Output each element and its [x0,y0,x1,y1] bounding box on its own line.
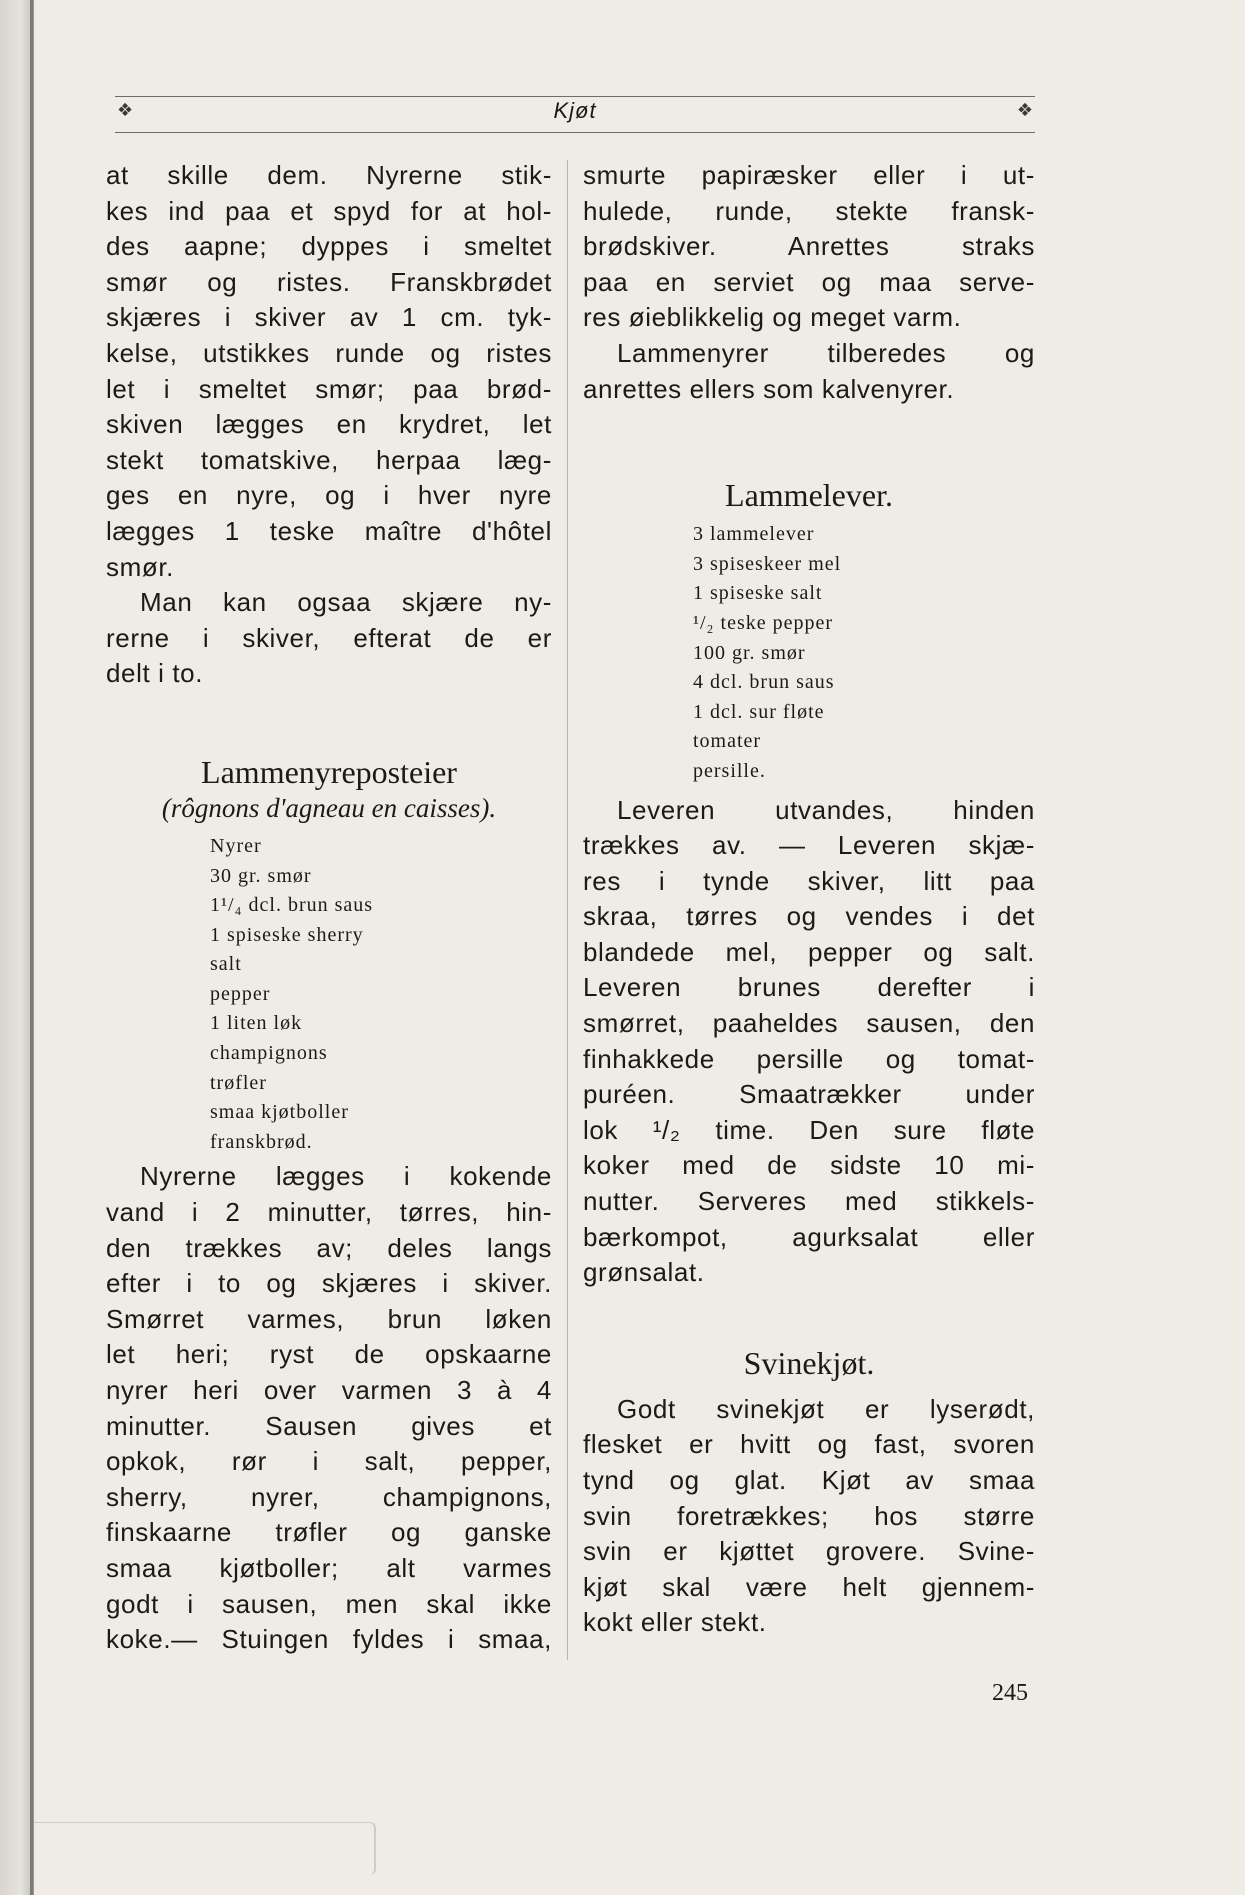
running-head-title: Kjøt [553,98,597,123]
ingredient-item: smaa kjøtboller [210,1101,349,1124]
ingredient-item: ¹/₂ teske pepper [693,611,834,634]
text-line: kelse, utstikkes runde og ristes [106,337,552,368]
ingredient-item: salt [210,953,242,976]
text-line: sherry, nyrer, champignons, [106,1481,552,1512]
text-line: Man kan ogsaa skjære ny- [140,587,552,618]
column-divider [567,160,568,1660]
ingredient-item: 1¹/₄ dcl. brun saus [210,894,374,917]
text-line: Godt svinekjøt er lyserødt, [617,1393,1035,1424]
text-line: grønsalat. [583,1257,705,1288]
text-line: koker med de sidste 10 mi- [583,1150,1035,1181]
text-line: smør. [106,551,174,582]
text-line: des aapne; dyppes i smeltet [106,231,552,262]
recipe-heading: Svinekjøt. [743,1344,875,1381]
text-line: smørret, paaheldes sausen, den [583,1008,1035,1039]
ingredient-item: 30 gr. smør [210,864,312,887]
text-line: delt i to. [106,658,204,689]
text-line: Nyrerne lægges i kokende [140,1161,552,1192]
text-line: paa en serviet og maa serve- [583,266,1035,297]
ornament-left-icon: ❖ [117,100,134,121]
binding-fold-line [30,0,33,1895]
right-paragraph-3 [583,793,1035,1291]
text-line: trækkes av. — Leveren skjæ- [583,830,1035,861]
text-line: opkok, rør i salt, pepper, [106,1446,552,1477]
ingredient-item: champignons [210,1042,328,1065]
text-line: flesket er hvitt og fast, svoren [583,1429,1035,1460]
text-line: hulede, runde, stekte fransk- [583,195,1035,226]
text-line: den trækkes av; deles langs [106,1232,552,1263]
text-line: skjæres i skiver av 1 cm. tyk- [106,302,552,333]
left-paragraph-3 [106,1159,552,1657]
text-line: ges en nyre, og i hver nyre [106,480,552,511]
text-line: rerne i skiver, efterat de er [106,622,552,653]
ingredient-item: 3 lammelever [693,523,815,546]
left-paragraph-1 [106,158,552,585]
text-line: smurte papiræsker eller i ut- [583,160,1035,190]
text-line: kes ind paa et spyd for at hol- [106,195,552,226]
text-line: koke.— Stuingen fyldes i smaa, [106,1624,552,1655]
text-line: let heri; ryst de opskaarne [106,1339,552,1370]
ingredient-item: 1 spiseske salt [693,582,823,605]
text-line: lok ¹/₂ time. Den sure fløte [583,1114,1035,1145]
text-line: tynd og glat. Kjøt av smaa [583,1465,1035,1495]
text-line: res i tynde skiver, litt paa [583,865,1035,896]
ingredient-item: 1 spiseske sherry [210,923,364,946]
left-column [106,158,552,1658]
book-binding-edge [0,0,34,1895]
ornament-right-icon: ❖ [1016,100,1033,121]
text-line: Smørret varmes, brun løken [106,1303,552,1334]
text-line: finskaarne trøfler og ganske [106,1517,552,1548]
ingredient-item: 3 spiseskeer mel [693,552,842,575]
text-line: svin er kjøttet grovere. Svine- [583,1536,1035,1567]
text-line: smaa kjøtboller; alt varmes [106,1552,552,1583]
right-paragraph-1 [583,158,1035,336]
recipe-heading: Lammenyreposteier [201,753,457,790]
ingredient-list [693,520,1035,786]
text-line: kjøt skal være helt gjennem- [583,1571,1035,1602]
text-line: nyrer heri over varmen 3 à 4 [106,1375,552,1405]
right-paragraph-4 [583,1392,1035,1641]
text-line: vand i 2 minutter, tørres, hin- [106,1197,552,1228]
ingredient-item: franskbrød. [210,1130,313,1153]
recipe-heading: Lammelever. [725,477,893,514]
ingredient-item: tomater [693,730,762,753]
text-line: res øieblikkelig og meget varm. [583,302,962,333]
text-line: stekt tomatskive, herpaa læg- [106,444,552,475]
text-line: godt i sausen, men skal ikke [106,1588,552,1619]
text-line: skiven lægges en krydret, let [106,409,552,440]
text-line: efter i to og skjæres i skiver. [106,1268,552,1299]
text-line: brødskiver. Anrettes straks [583,231,1035,262]
text-line: smør og ristes. Franskbrødet [106,266,552,297]
page-number: 245 [992,1680,1028,1706]
ingredient-item: 1 dcl. sur fløte [693,700,825,723]
ingredient-item: trøfler [210,1071,267,1094]
ingredient-item: pepper [210,982,271,1005]
ingredient-list [210,832,552,1158]
text-line: nutter. Serveres med stikkels- [583,1186,1035,1217]
text-line: Leveren utvandes, hinden [617,794,1035,825]
text-line: let i smeltet smør; paa brød- [106,373,552,404]
ingredient-item: 1 liten løk [210,1012,303,1035]
recipe-subheading: (rôgnons d'agneau en caisses). [161,792,497,823]
text-line: at skille dem. Nyrerne stik- [106,160,552,190]
ingredient-item: 4 dcl. brun saus [693,671,835,694]
running-head [115,98,1035,128]
text-line: skraa, tørres og vendes i det [583,901,1035,932]
header-rule-bottom [115,132,1035,133]
left-paragraph-2 [106,585,552,692]
ingredient-item: Nyrer [210,834,262,857]
text-line: Leveren brunes derefter i [583,972,1035,1003]
text-line: finhakkede persille og tomat- [583,1043,1035,1074]
text-line: kokt eller stekt. [583,1607,767,1638]
ingredient-item: persille. [693,759,766,782]
right-column [583,158,1035,1641]
text-line: anrettes ellers som kalvenyrer. [583,373,955,404]
text-line: svin foretrækkes; hos større [583,1500,1035,1531]
right-paragraph-2 [583,336,1035,407]
text-line: blandede mel, pepper og salt. [583,936,1035,967]
header-rule-top [115,96,1035,97]
text-line: minutter. Sausen gives et [106,1410,552,1441]
page-corner-mark [34,1822,376,1875]
text-line: lægges 1 teske maître d'hôtel [106,515,552,546]
ingredient-item: 100 gr. smør [693,641,806,664]
text-line: Lammenyrer tilberedes og [617,337,1035,368]
text-line: bærkompot, agurksalat eller [583,1221,1035,1252]
text-line: puréen. Smaatrækker under [583,1079,1035,1110]
